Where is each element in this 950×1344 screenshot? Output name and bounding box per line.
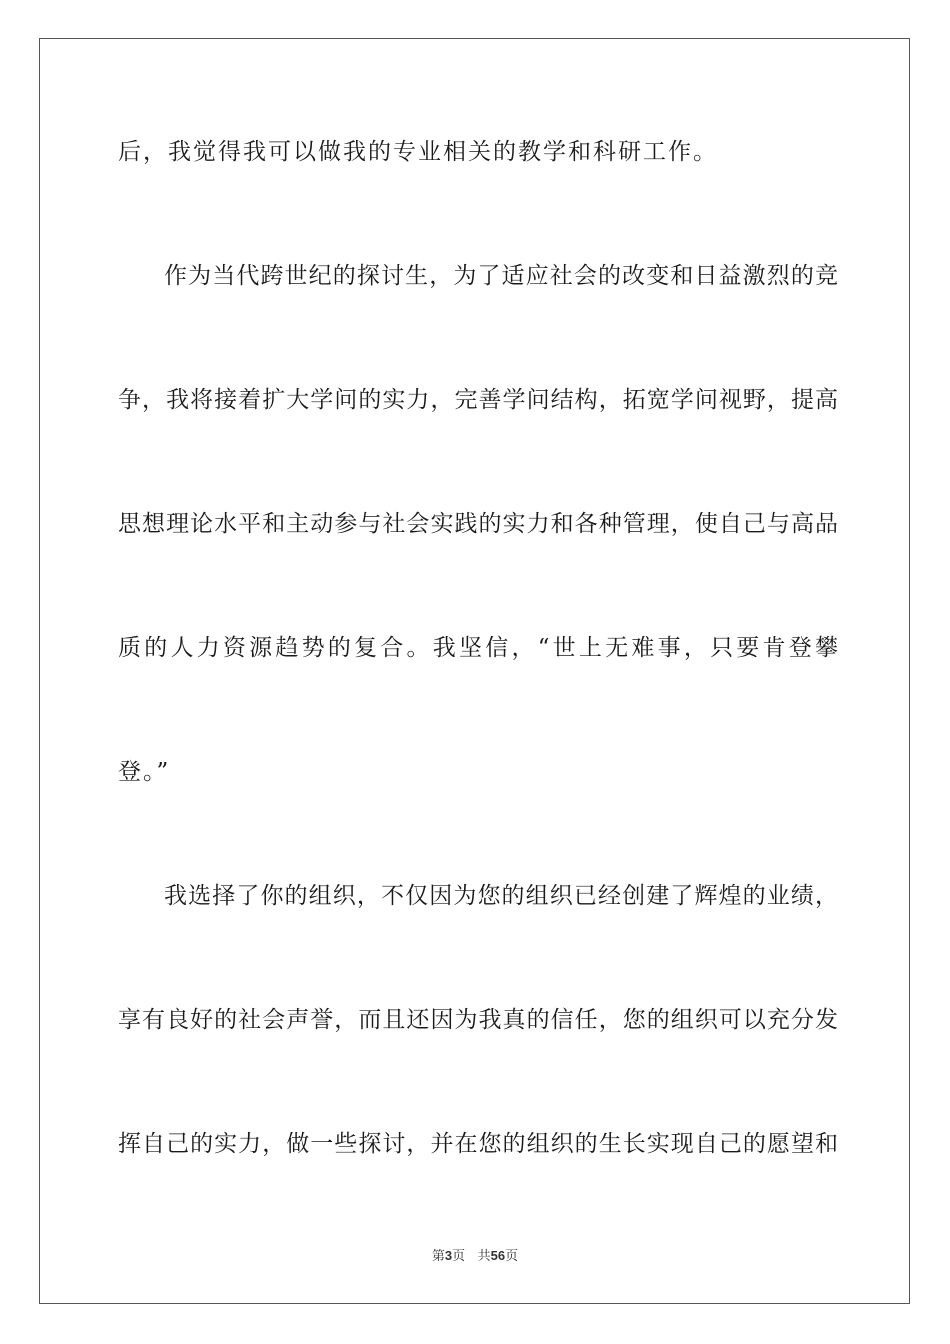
body-line-1: 后，我觉得我可以做我的专业相关的教学和科研工作。: [118, 139, 718, 165]
body-line-9: 挥自己的实力，做一些探讨，并在您的组织的生长实现自己的愿望和: [118, 1131, 838, 1157]
page-footer: [0, 1247, 950, 1266]
total-pages-number: 56: [490, 1248, 506, 1263]
total-prefix: 共: [477, 1249, 491, 1264]
body-line-2: 作为当代跨世纪的探讨生，为了适应社会的改变和日益激烈的竞: [164, 263, 838, 289]
body-line-8: 享有良好的社会声誉，而且还因为我真的信任，您的组织可以充分发: [118, 1007, 838, 1033]
current-page-number: 3: [444, 1248, 453, 1263]
page-prefix: 第: [431, 1249, 445, 1264]
page-suffix: 页: [452, 1249, 466, 1264]
body-line-3: 争，我将接着扩大学问的实力，完善学问结构，拓宽学问视野，提高: [118, 387, 838, 413]
body-line-5: 质的人力资源趋势的复合。我坚信，“世上无难事，只要肯登攀: [118, 635, 838, 661]
page-frame: [39, 38, 910, 1304]
body-line-4: 思想理论水平和主动参与社会实践的实力和各种管理，使自己与高品: [118, 511, 838, 537]
body-line-7: 我选择了你的组织，不仅因为您的组织已经创建了辉煌的业绩，: [164, 883, 838, 909]
body-line-6: 登。”: [118, 759, 171, 785]
total-suffix: 页: [505, 1249, 519, 1264]
